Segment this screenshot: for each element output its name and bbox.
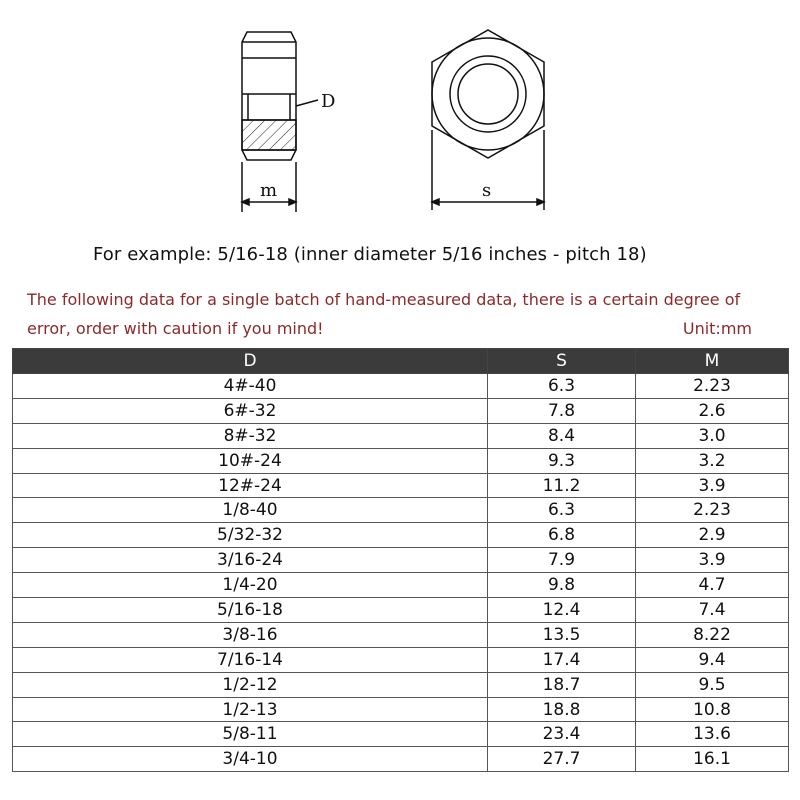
cell-size: 1/4-20: [13, 573, 488, 598]
cell-m: 3.0: [636, 423, 789, 448]
table-row: [13, 647, 789, 672]
cell-s: 18.7: [488, 672, 636, 697]
cell-size: 10#-24: [13, 448, 488, 473]
cell-size: 5/16-18: [13, 598, 488, 623]
table-body: [13, 374, 789, 772]
table-row: [13, 548, 789, 573]
cell-m: 9.5: [636, 672, 789, 697]
cell-m: 4.7: [636, 573, 789, 598]
hex-nut-drawing: [0, 0, 800, 230]
table-row: [13, 423, 789, 448]
cell-s: 8.4: [488, 423, 636, 448]
cell-m: 2.6: [636, 398, 789, 423]
label-m: m: [260, 180, 278, 201]
cell-s: 23.4: [488, 722, 636, 747]
table-row: [13, 374, 789, 399]
disclaimer-line-2: error, order with caution if you mind!: [27, 319, 324, 338]
label-d: D: [321, 91, 336, 112]
cell-size: 3/16-24: [13, 548, 488, 573]
table-row: [13, 622, 789, 647]
table-header-row: [13, 349, 789, 374]
example-caption: For example: 5/16-18 (inner diameter 5/16 inches - pitch 18): [93, 244, 647, 265]
table-row: [13, 672, 789, 697]
header-m: M: [636, 349, 789, 374]
cell-s: 12.4: [488, 598, 636, 623]
cell-s: 6.3: [488, 374, 636, 399]
cell-size: 3/8-16: [13, 622, 488, 647]
cell-m: 3.9: [636, 548, 789, 573]
cell-size: 8#-32: [13, 423, 488, 448]
cell-size: 4#-40: [13, 374, 488, 399]
nut-side-view: [242, 32, 318, 212]
header-d: D: [13, 349, 488, 374]
table-row: [13, 573, 789, 598]
cell-s: 7.8: [488, 398, 636, 423]
cell-m: 2.9: [636, 523, 789, 548]
table-row: [13, 498, 789, 523]
cell-s: 11.2: [488, 473, 636, 498]
disclaimer-line-1: The following data for a single batch of hand-measured data, there is a certain degree of: [27, 290, 741, 309]
cell-s: 7.9: [488, 548, 636, 573]
cell-size: 1/2-13: [13, 697, 488, 722]
cell-s: 27.7: [488, 747, 636, 772]
cell-m: 2.23: [636, 498, 789, 523]
cell-size: 3/4-10: [13, 747, 488, 772]
table-row: [13, 747, 789, 772]
cell-m: 3.2: [636, 448, 789, 473]
cell-s: 18.8: [488, 697, 636, 722]
cell-size: 5/8-11: [13, 722, 488, 747]
unit-label: Unit:mm: [682, 319, 752, 338]
table-row: [13, 697, 789, 722]
table-row: [13, 473, 789, 498]
cell-size: 12#-24: [13, 473, 488, 498]
table-row: [13, 722, 789, 747]
cell-m: 2.23: [636, 374, 789, 399]
cell-s: 17.4: [488, 647, 636, 672]
cell-size: 1/8-40: [13, 498, 488, 523]
cell-m: 7.4: [636, 598, 789, 623]
cell-m: 16.1: [636, 747, 789, 772]
cell-m: 9.4: [636, 647, 789, 672]
cell-m: 3.9: [636, 473, 789, 498]
table-row: [13, 398, 789, 423]
cell-s: 6.3: [488, 498, 636, 523]
cell-m: 8.22: [636, 622, 789, 647]
table-row: [13, 448, 789, 473]
cell-size: 5/32-32: [13, 523, 488, 548]
cell-m: 13.6: [636, 722, 789, 747]
cell-s: 6.8: [488, 523, 636, 548]
cell-size: 6#-32: [13, 398, 488, 423]
table-row: [13, 523, 789, 548]
cell-size: 7/16-14: [13, 647, 488, 672]
label-s: s: [482, 180, 492, 201]
table-row: [13, 598, 789, 623]
header-s: S: [488, 349, 636, 374]
size-table: [12, 348, 789, 772]
cell-m: 10.8: [636, 697, 789, 722]
cell-s: 13.5: [488, 622, 636, 647]
cell-size: 1/2-12: [13, 672, 488, 697]
cell-s: 9.3: [488, 448, 636, 473]
cell-s: 9.8: [488, 573, 636, 598]
